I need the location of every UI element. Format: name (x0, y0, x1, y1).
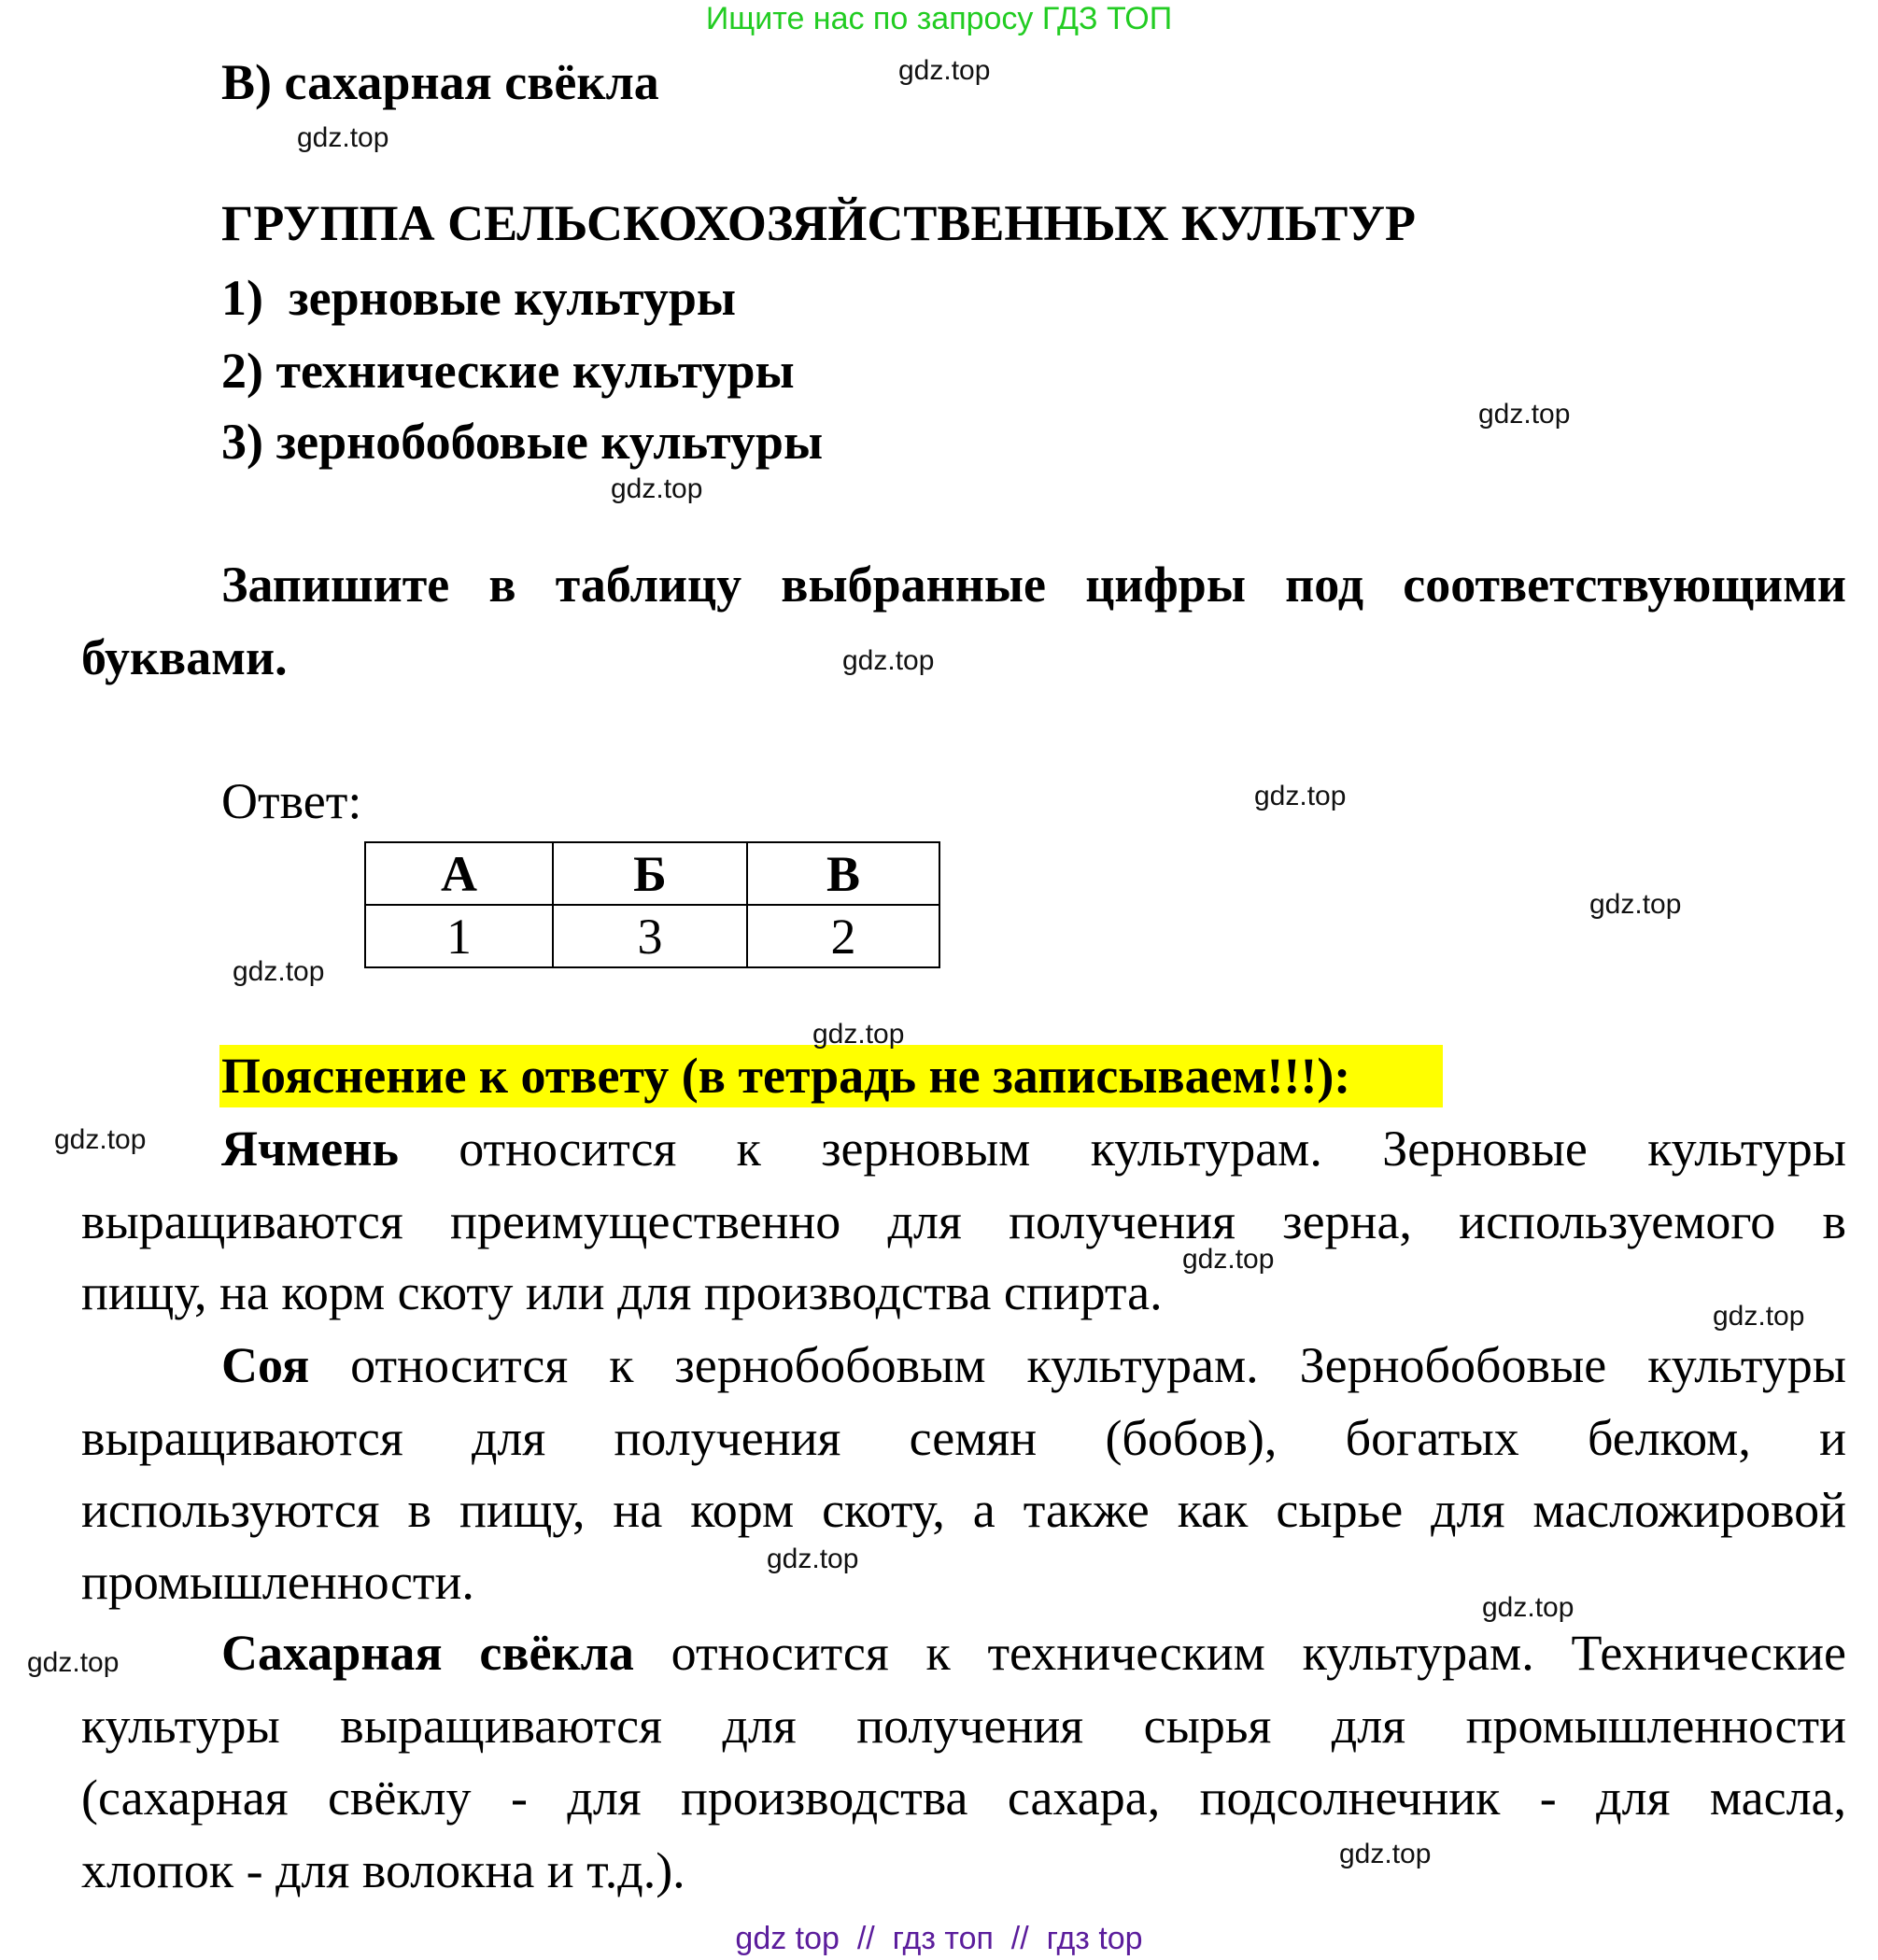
watermark: gdz.top (898, 55, 991, 86)
group-item-2: 2) технические культуры (221, 343, 795, 399)
watermark: gdz.top (1589, 889, 1682, 920)
term-barley: Ячмень (221, 1121, 399, 1177)
watermark: gdz.top (54, 1124, 147, 1155)
footer-links: gdz top // гдз топ // гдз top (735, 1921, 1143, 1956)
search-banner: Ищите нас по запросу ГДЗ ТОП (705, 1, 1173, 36)
group-item-1: 1) зерновые культуры (221, 270, 737, 326)
answer-label: Ответ: (221, 773, 362, 829)
watermark: gdz.top (1713, 1301, 1805, 1332)
paragraph-soy-line-2: выращиваются для получения семян (бобов), богатых белком, и (81, 1410, 1846, 1466)
paragraph-beet-line-2: культуры выращиваются для получения сырья для промышленности (81, 1698, 1846, 1754)
value-cell-a: 1 (365, 905, 553, 967)
paragraph-beet-line-1 (221, 1617, 1846, 1689)
paragraph-text: относится к зерновым культурам. Зерновые культуры (398, 1121, 1846, 1177)
watermark: gdz.top (1478, 399, 1571, 430)
group-item-3: 3) зернобобовые культуры (221, 414, 824, 470)
group-heading: ГРУППА СЕЛЬСКОХОЗЯЙСТВЕННЫХ КУЛЬТУР (221, 195, 1416, 251)
header-cell-a: А (365, 842, 553, 905)
watermark: gdz.top (1339, 1839, 1432, 1869)
table-value-row (365, 905, 939, 967)
instruction-line-1: Запишите в таблицу выбранные цифры под соответствующими (221, 557, 1846, 613)
watermark: gdz.top (611, 473, 703, 504)
paragraph-barley-line-2: выращиваются преимущественно для получения зерна, используемого в (81, 1193, 1846, 1249)
paragraph-text: относится к зернобобовым культурам. Зернобобовые культуры (309, 1337, 1846, 1393)
paragraph-soy-line-3: используются в пищу, на корм скоту, а также как сырье для масложировой (81, 1482, 1846, 1538)
term-sugar-beet: Сахарная свёкла (221, 1625, 634, 1681)
watermark: gdz.top (27, 1647, 120, 1678)
value-cell-v: 2 (747, 905, 939, 967)
value-cell-b: 3 (553, 905, 747, 967)
watermark: gdz.top (233, 956, 325, 987)
table-header-row (365, 842, 939, 905)
watermark: gdz.top (812, 1019, 905, 1050)
watermark: gdz.top (842, 645, 935, 676)
explanation-title: Пояснение к ответу (в тетрадь не записываем!!!): (221, 1048, 1351, 1104)
watermark: gdz.top (297, 122, 389, 153)
header-cell-b: Б (553, 842, 747, 905)
option-v: В) сахарная свёкла (221, 54, 659, 110)
paragraph-soy-line-1 (221, 1330, 1846, 1402)
paragraph-soy-line-4: промышленности. (81, 1554, 474, 1610)
paragraph-text: относится к техническим культурам. Технические (633, 1625, 1846, 1681)
instruction-line-2: буквами. (81, 629, 288, 685)
watermark: gdz.top (1182, 1244, 1275, 1275)
paragraph-beet-line-4: хлопок - для волокна и т.д.). (81, 1842, 685, 1898)
header-cell-v: В (747, 842, 939, 905)
watermark: gdz.top (767, 1544, 859, 1574)
watermark: gdz.top (1482, 1592, 1574, 1623)
paragraph-beet-line-3: (сахарная свёклу - для производства сахара, подсолнечник - для масла, (81, 1770, 1846, 1826)
watermark: gdz.top (1254, 781, 1347, 811)
paragraph-barley-line-1 (221, 1113, 1846, 1185)
term-soy: Соя (221, 1337, 310, 1393)
paragraph-barley-line-3: пищу, на корм скоту или для производства спирта. (81, 1264, 1163, 1320)
answer-table (364, 841, 940, 968)
